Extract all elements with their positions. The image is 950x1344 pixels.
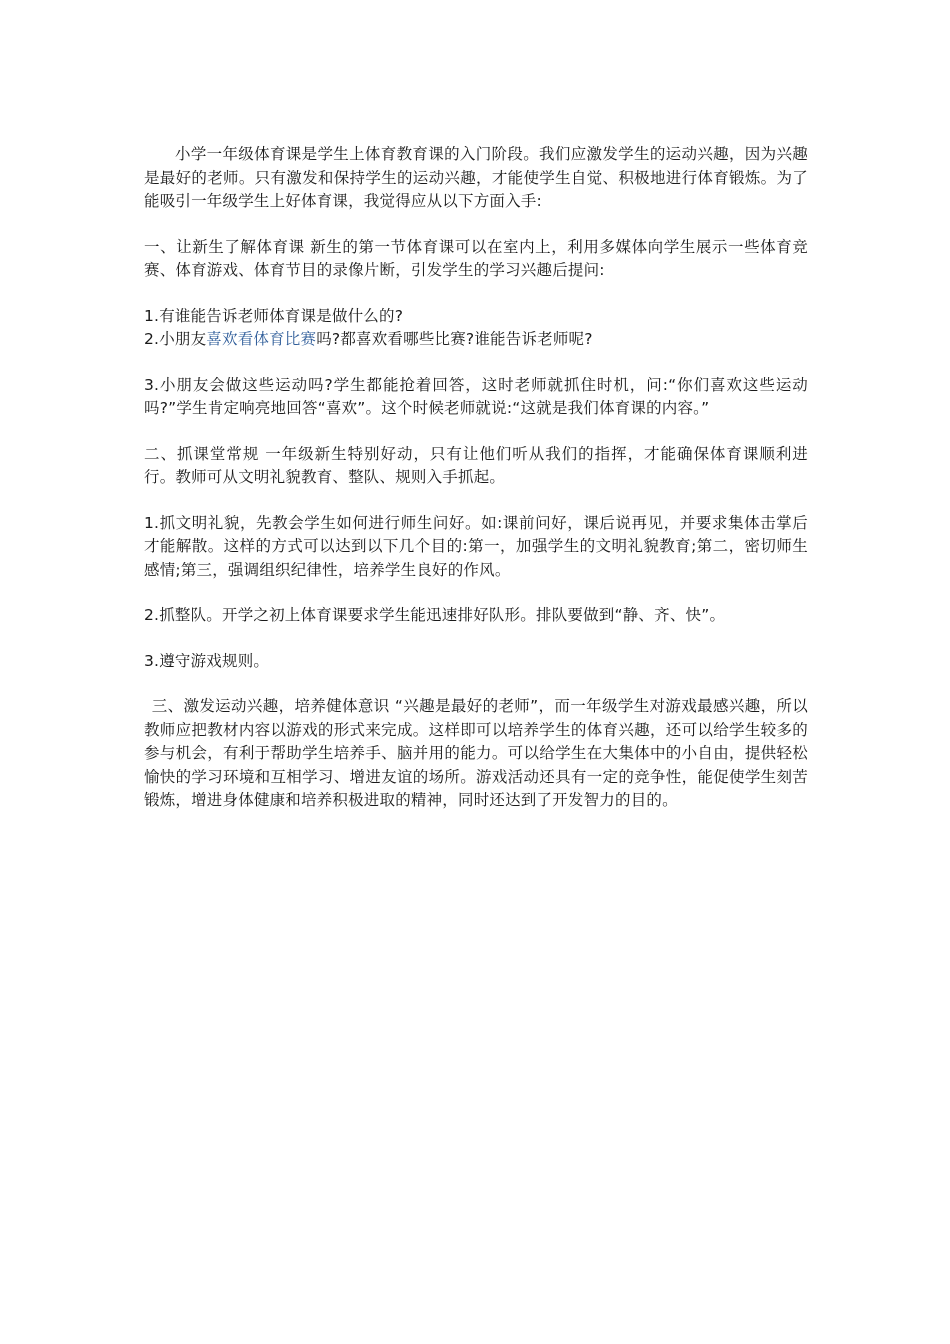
section-2-point-2: 2.抓整队。开学之初上体育课要求学生能迅速排好队形。排队要做到“静、齐、快”。 [144,606,726,624]
sports-match-link[interactable]: 喜欢看体育比赛 [206,330,317,348]
question-2 [144,328,808,352]
section-2-point-3: 3.遵守游戏规则。 [144,651,270,670]
question-2-prefix: 2.小朋友 [144,330,207,348]
question-2-suffix: 吗?都喜欢看哪些比赛?谁能告诉老师呢? [316,330,593,348]
section-1-heading-paragraph: 一、让新生了解体育课 新生的第一节体育课可以在室内上，利用多媒体向学生展示一些体育竞赛、体育游戏、体育节目的录像片断，引发学生的学习兴趣后提问: [144,237,808,279]
section-3-paragraph: 三、激发运动兴趣，培养健体意识 “兴趣是最好的老师”，而一年级学生对游戏最感兴趣，所以教师应把教材内容以游戏的形式来完成。这样即可以培养学生的体育兴趣，还可以给学生较多的参与机会，有利于帮助学生培养手、脑并用的能力。可以给学生在大集体中的小自由，提供轻松愉快的学习环境和互相学习、增进友谊的场所。游戏活动还具有一定的竞争性，能促使学生刻苦锻炼，增进身体健康和培养积极进取的精神，同时还达到了开发智力的目的。 [144,697,808,809]
question-3: 3.小朋友会做这些运动吗?学生都能抢着回答，这时老师就抓住时机，问:“你们喜欢这些运动吗?”学生肯定响亮地回答“喜欢”。这个时候老师就说:“这就是我们体育课的内容。” [144,375,808,417]
section-2-point-1: 1.抓文明礼貌，先教会学生如何进行师生问好。如:课前问好，课后说再见，并要求集体击掌后才能解散。这样的方式可以达到以下几个目的:第一，加强学生的文明礼貌教育;第二，密切师生感情;第三，强调组织纪律性，培养学生良好的作风。 [144,513,808,579]
section-2-heading-paragraph: 二、抓课堂常规 一年级新生特别好动，只有让他们听从我们的指挥，才能确保体育课顺利进行。教师可从文明礼貌教育、整队、规则入手抓起。 [144,444,808,486]
intro-paragraph: 小学一年级体育课是学生上体育教育课的入门阶段。我们应激发学生的运动兴趣，因为兴趣是最好的老师。只有激发和保持学生的运动兴趣，才能使学生自觉、积极地进行体育锻炼。为了能吸引一年级学生上好体育课，我觉得应从以下方面入手: [144,145,808,210]
document-body [144,143,808,835]
question-1: 1.有谁能告诉老师体育课是做什么的? [144,306,404,325]
